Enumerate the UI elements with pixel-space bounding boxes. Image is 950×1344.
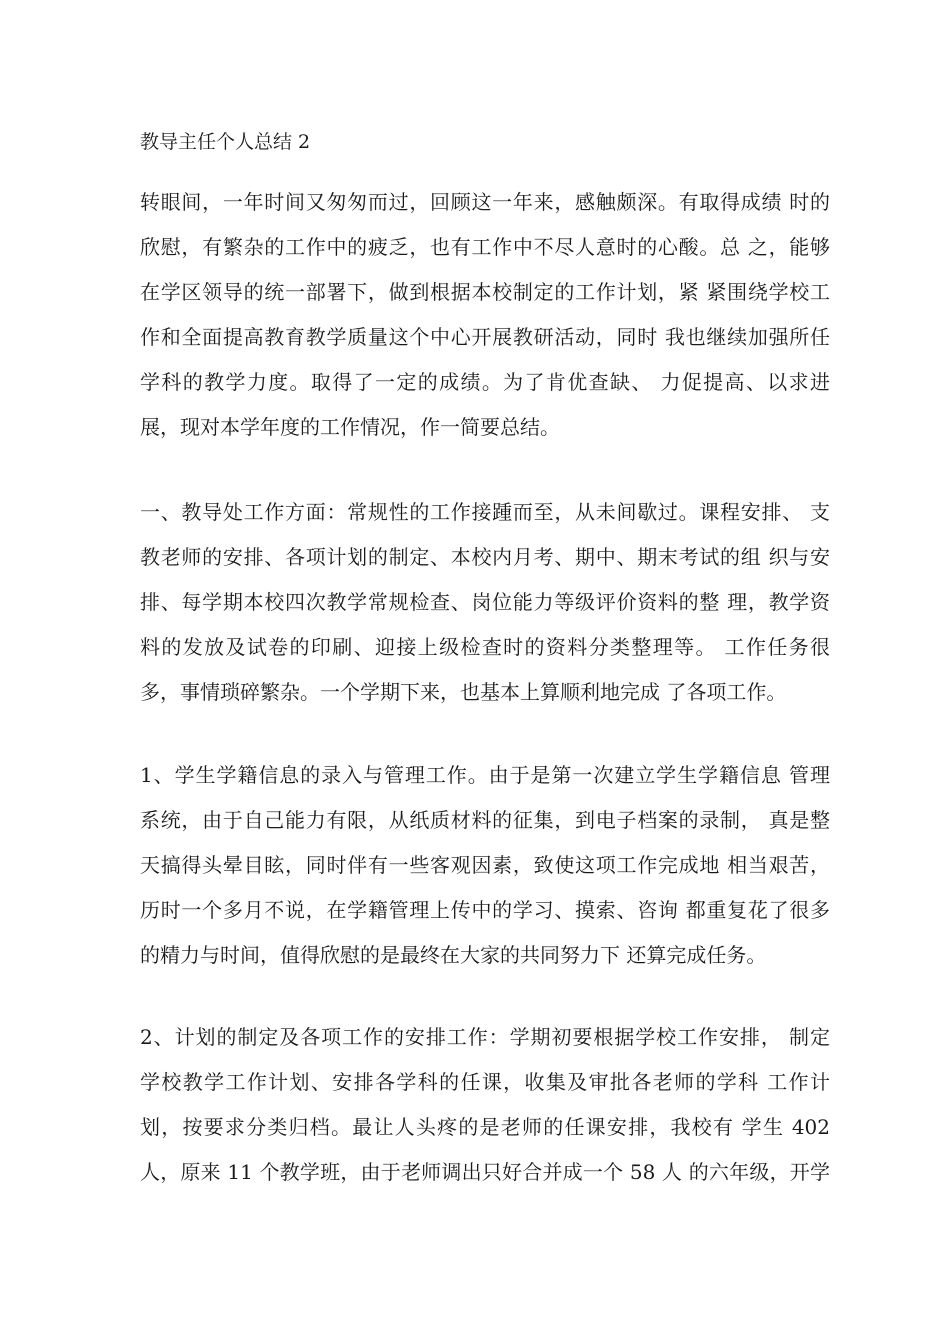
paragraph-line: 系统，由于自己能力有限，从纸质材料的征集，到电子档案的录制， 真是整 (140, 808, 830, 832)
paragraph-line: 天搞得头晕目眩，同时伴有一些客观因素，致使这项工作完成地 相当艰苦， (140, 853, 830, 877)
paragraph-line: 在学区领导的统一部署下，做到根据本校制定的工作计划，紧 紧围绕学校工 (140, 280, 830, 304)
paragraph-line: 转眼间，一年时间又匆匆而过，回顾这一年来，感触颇深。有取得成绩 时的 (140, 190, 830, 214)
paragraph-line: 欣慰，有繁杂的工作中的疲乏，也有工作中不尽人意时的心酸。总 之，能够 (140, 235, 830, 259)
paragraph-line: 2、计划的制定及各项工作的安排工作：学期初要根据学校工作安排， 制定 (140, 1025, 830, 1049)
paragraph-line: 展，现对本学年度的工作情况，作一简要总结。 (140, 415, 560, 439)
paragraph-line: 排、每学期本校四次教学常规检查、岗位能力等级评价资料的整 理，教学资 (140, 590, 830, 614)
paragraph-line: 料的发放及试卷的印刷、迎接上级检查时的资料分类整理等。 工作任务很 (140, 635, 830, 659)
paragraph-item-1 (140, 753, 830, 978)
paragraph-item-2 (140, 1015, 830, 1195)
paragraph-line: 多，事情琐碎繁杂。一个学期下来，也基本上算顺利地完成 了各项工作。 (140, 680, 787, 704)
paragraph-line: 学科的教学力度。取得了一定的成绩。为了肯优查缺、 力促提高、以求进 (140, 370, 830, 394)
paragraph-intro (140, 180, 830, 450)
paragraph-line: 的精力与时间，值得欣慰的是最终在大家的共同努力下 还算完成任务。 (140, 943, 767, 967)
paragraph-line: 划，按要求分类归档。最让人头疼的是老师的任课安排，我校有 学生 402 (140, 1115, 830, 1139)
paragraph-line: 人，原来 11 个教学班，由于老师调出只好合并成一个 58 人 的六年级，开学 (140, 1160, 830, 1184)
paragraph-section-1 (140, 490, 830, 715)
paragraph-line: 教老师的安排、各项计划的制定、本校内月考、期中、期末考试的组 织与安 (140, 545, 830, 569)
paragraph-line: 一、教导处工作方面：常规性的工作接踵而至，从未间歇过。课程安排、 支 (140, 500, 830, 524)
paragraph-line: 1、学生学籍信息的录入与管理工作。由于是第一次建立学生学籍信息 管理 (140, 763, 830, 787)
paragraph-line: 学校教学工作计划、安排各学科的任课，收集及审批各老师的学科 工作计 (140, 1070, 830, 1094)
paragraph-line: 历时一个多月不说，在学籍管理上传中的学习、摸索、咨询 都重复花了很多 (140, 898, 830, 922)
paragraph-line: 作和全面提高教育教学质量这个中心开展教研活动，同时 我也继续加强所任 (140, 325, 830, 349)
document-title: 教导主任个人总结 2 (140, 131, 311, 153)
